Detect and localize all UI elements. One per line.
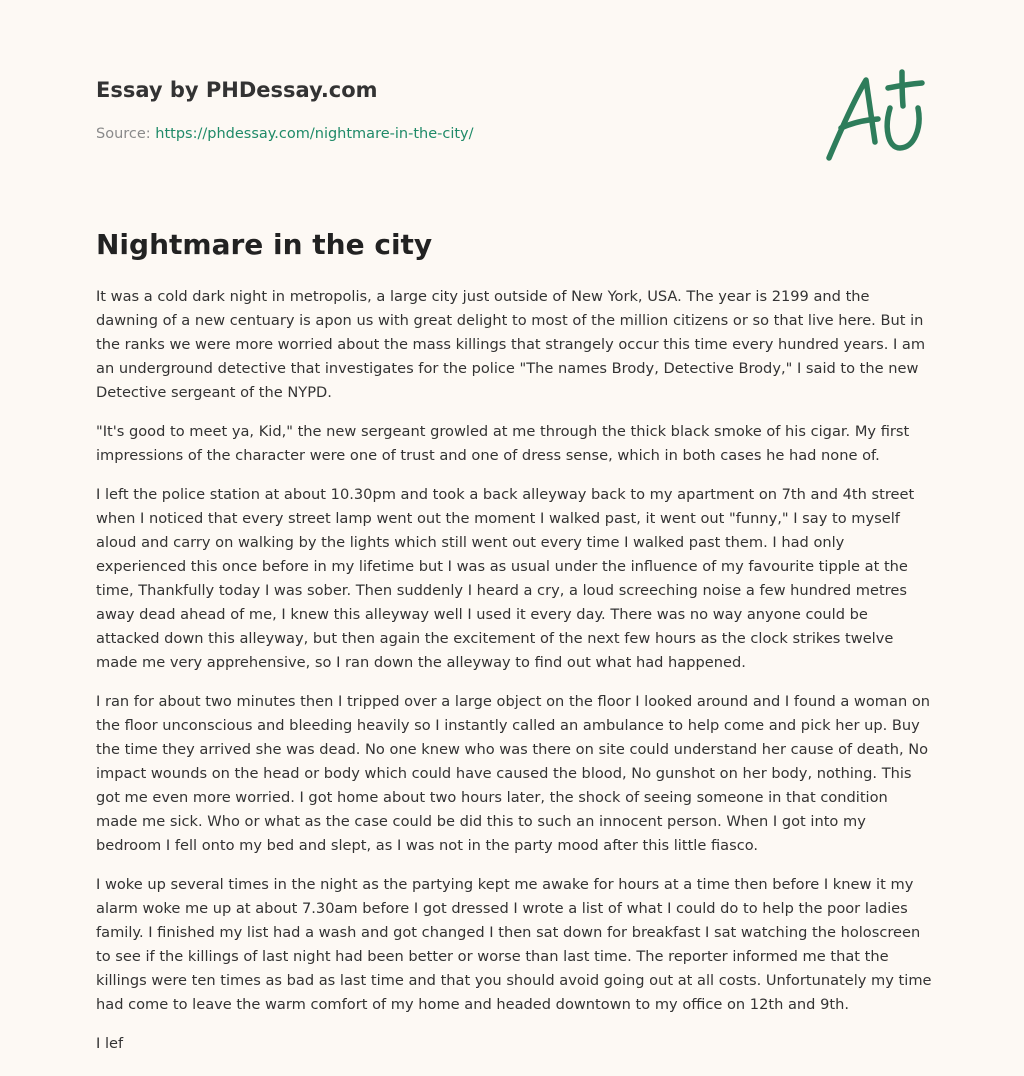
essay-paragraph: I woke up several times in the night as the partying kept me awake for hours at a time then before I knew it my alarm woke me up at about 7.30am before I got dressed I wrote a list of what I could do to help the poor ladies family. I finished my list had a wash and got changed I then sat down for breakfast I sat watching the holoscreen to see if the killings of last night had been better or worse than last time. The reporter informed me that the killings were ten times as bad as last time and that you should avoid going out at all costs. Unfortunately my time had come to leave the warm comfort of my home and headed downtown to my office on 12th and 9th. [96,876,932,1013]
essay-paragraph: It was a cold dark night in metropolis, a large city just outside of New York, USA. The year is 2199 and the dawning of a new centuary is apon us with great delight to most of the million citizens or so that live here. But in the ranks we were more worried about the mass killings that strangely occur this time every hundred years. I am an underground detective that investigates for the police "The names Brody, Detective Brody," I said to the new Detective sergeant of the NYPD. [96,288,926,401]
a-plus-grade-icon [824,68,928,164]
essay-paragraph: I left the police station at about 10.30pm and took a back alleyway back to my apartment on 7th and 4th street when I noticed that every street lamp went out the moment I walked past, it went out "funny," I say to myself aloud and carry on walking by the lights which still went out every time I walked past them. I had only experienced this once before in my lifetime but I was as usual under the influence of my favourite tipple at the time, Thankfully today I was sober. Then suddenly I heard a cry, a loud screeching noise a few hundred metres away dead ahead of me, I knew this alleyway well I used it every day. There was no way anyone could be attacked down this alleyway, but then again the excitement of the next few hours as the clock strikes twelve made me very apprehensive, so I ran down the alleyway to find out what had happened. [96,486,915,671]
essay-body [96,285,932,1071]
essay-page [96,0,932,1076]
source-link[interactable]: https://phdessay.com/nightmare-in-the-city/ [155,126,474,142]
source-line [96,124,932,144]
essay-paragraph-truncated: I lef [96,1035,124,1052]
essay-paragraph: "It's good to meet ya, Kid," the new sergeant growled at me through the thick black smoke of his cigar. My first impressions of the character were one of trust and one of dress sense, which in both cases he had none of. [96,423,910,464]
source-label: Source: [96,126,151,142]
essay-header [96,76,932,144]
site-brand: Essay by PHDessay.com [96,78,378,102]
essay-title: Nightmare in the city [96,228,433,261]
essay-paragraph: I ran for about two minutes then I tripped over a large object on the floor I looked around and I found a woman on the floor unconscious and bleeding heavily so I instantly called an ambulance to help come and pick her up. Buy the time they arrived she was dead. No one knew who was there on site could understand her cause of death, No impact wounds on the head or body which could have caused the blood, No gunshot on her body, nothing. This got me even more worried. I got home about two hours later, the shock of seeing someone in that condition made me sick. Who or what as the case could be did this to such an innocent person. When I got into my bedroom I fell onto my bed and slept, as I was not in the party mood after this little fiasco. [96,693,931,854]
